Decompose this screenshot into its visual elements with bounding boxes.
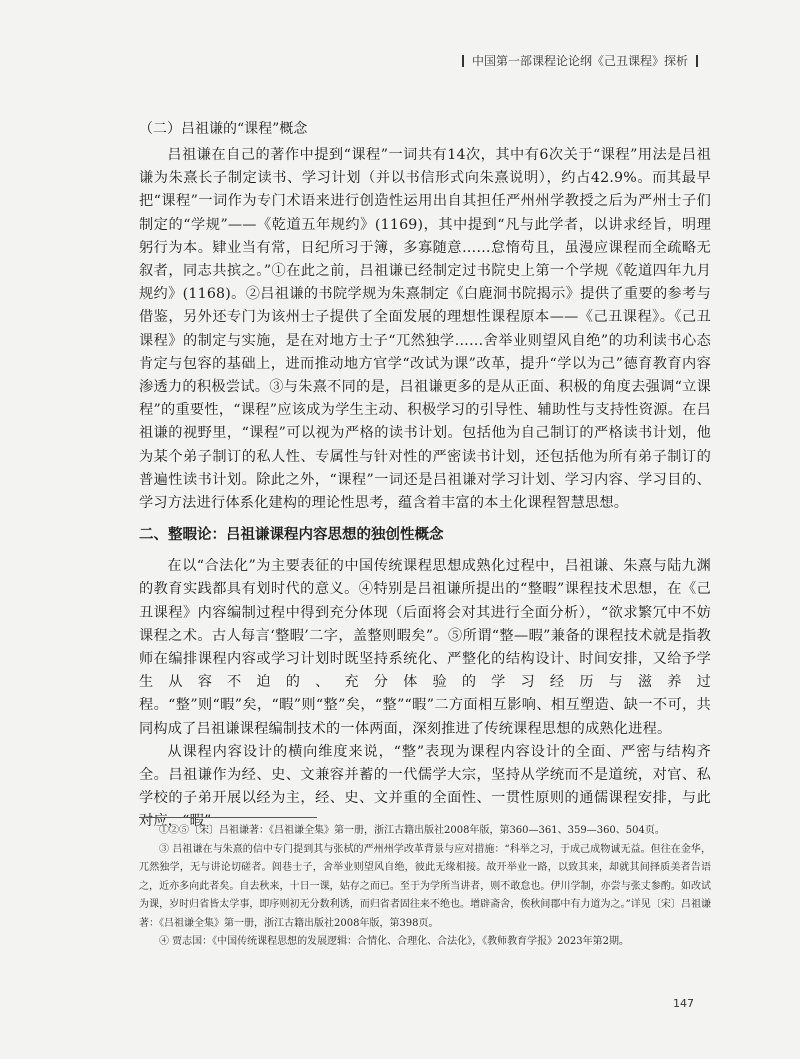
- subsection-title: （二）吕祖谦的“课程”概念: [139, 121, 308, 137]
- running-title: 中国第一部课程论论纲《己丑课程》探析: [471, 54, 688, 68]
- subsection-paragraph: 吕祖谦在自己的著作中提到“课程”一词共有14次，其中有6次关于“课程”用法是吕祖谦为朱熹长子制定读书、学习计划（并以书信形式向朱熹说明），约占42.9%。而其最早把“课程”一词作为专门术语来进行创造性运用出自其担任严州州学教授之后为严州士子们制定的“学规”——《乾道五年规约》(1169)，其中提到“凡与此学者，以讲求经旨，明理躬行为本。肄业当有常，日纪所习于簿，多寡随意……怠惰苟且，虽漫应课程而全疏略无叙者，同志共摈之。”①在此之前，吕祖谦已经制定过书院史上第一个学规《乾道四年九月规约》(1168)。②吕祖谦的书院学规为朱熹制定《白鹿洞书院揭示》提供了重要的参考与借鉴，另外还专门为该州士子提供了全面发展的理想性课程原本——《己丑课程》。《己丑课程》的制定与实施，是在对地方士子“兀然独学……舍举业则望风自绝”的功利读书心态肯定与包容的基础上，进而推动地方官学“改试为课”改革，提升“学以为己”德育教育内容渗透力的积极尝试。③与朱熹不同的是，吕祖谦更多的是从正面、积极的角度去强调“立课程”的重要性，“课程”应该成为学生主动、积极学习的引导性、辅助性与支持性资源。在吕祖谦的视野里，“课程”可以视为严格的读书计划。包括他为自己制订的严格读书计划，他为某个弟子制订的私人性、专属性与针对性的严密读书计划，还包括他为所有弟子制订的普遍性读书计划。除此之外，“课程”一词还是吕祖谦对学习计划、学习内容、学习目的、学习方法进行体系化建构的理论性思考，蕴含着丰富的本土化课程智慧思想。: [139, 147, 711, 512]
- section-title: 二、整暇论：吕祖谦课程内容思想的独创性概念: [139, 527, 444, 544]
- header-left-bar: [462, 55, 464, 67]
- footnote-2: ③ 吕祖谦在与朱熹的信中专门提到其与张栻的严州州学改革背景与应对措施：“科举之习，于成己成物诚无益。但往在金华，兀然独学，无与讲论切磋者。闾巷士子，舍举业则望风自绝，彼此无缘相接。故开举业一路，以致其来，却就其间择质美者告语之，近亦多向此者矣。自去秋来，十日一课，姑存之而已。至于为学所当讲者，则不敢怠也。伊川学制，亦尝与张丈参酌。如改试为课，岁时归省皆太学事，即序则初无分数利诱，而归省者固往来不绝也。增辟斋舍，俟秋间郡中有力道为之。”详见〔宋〕吕祖谦著：《吕祖谦全集》第一册，浙江古籍出版社2008年版，第398页。: [139, 843, 711, 929]
- page-number: 147: [673, 997, 694, 1010]
- header-right-bar: [696, 55, 698, 67]
- footnote-1: ①②⑤〔宋〕吕祖谦著：《吕祖谦全集》第一册，浙江古籍出版社2008年版，第360—361、359—360、504页。: [159, 825, 665, 836]
- footnotes: [139, 822, 711, 952]
- footnote-3: ④ 贾志国：《中国传统课程思想的发展逻辑：合情化、合理化、合法化》，《教师教育学报》2023年第2期。: [159, 936, 629, 947]
- footnote-divider: [139, 817, 317, 818]
- main-content: [139, 118, 711, 834]
- section-paragraph-2: 从课程内容设计的横向维度来说，“整”表现为课程内容设计的全面、严密与结构齐全。吕祖谦作为经、史、文兼容并蓄的一代儒学大宗，坚持从学统而不是道统，对官、私学校的子弟开展以经为主，经、史、文并重的全面性、一贯性原则的通儒课程安排，与此对应，“暇”: [139, 743, 711, 830]
- running-header: [462, 52, 698, 69]
- section-paragraph-1: 在以“合法化”为主要表征的中国传统课程思想成熟化过程中，吕祖谦、朱熹与陆九渊的教育实践都具有划时代的意义。④特别是吕祖谦所提出的“整暇”课程技术思想，在《己丑课程》内容编制过程中得到充分体现（后面将会对其进行全面分析），“欲求繁冗中不妨课程之术。古人每言‘整暇’二字，盖整则暇矣”。⑤所谓“整—暇”兼备的课程技术就是指教师在编排课程内容或学习计划时既坚持系统化、严整化的结构设计、时间安排，又给予学生从容不迫的、充分体验的学习经历与滋养过程。“整”则“暇”矣，“暇”则“整”矣，“整”“暇”二方面相互影响、相互塑造、缺一不可，共同构成了吕祖谦课程编制技术的一体两面，深刻推进了传统课程思想的成熟化进程。: [139, 558, 711, 737]
